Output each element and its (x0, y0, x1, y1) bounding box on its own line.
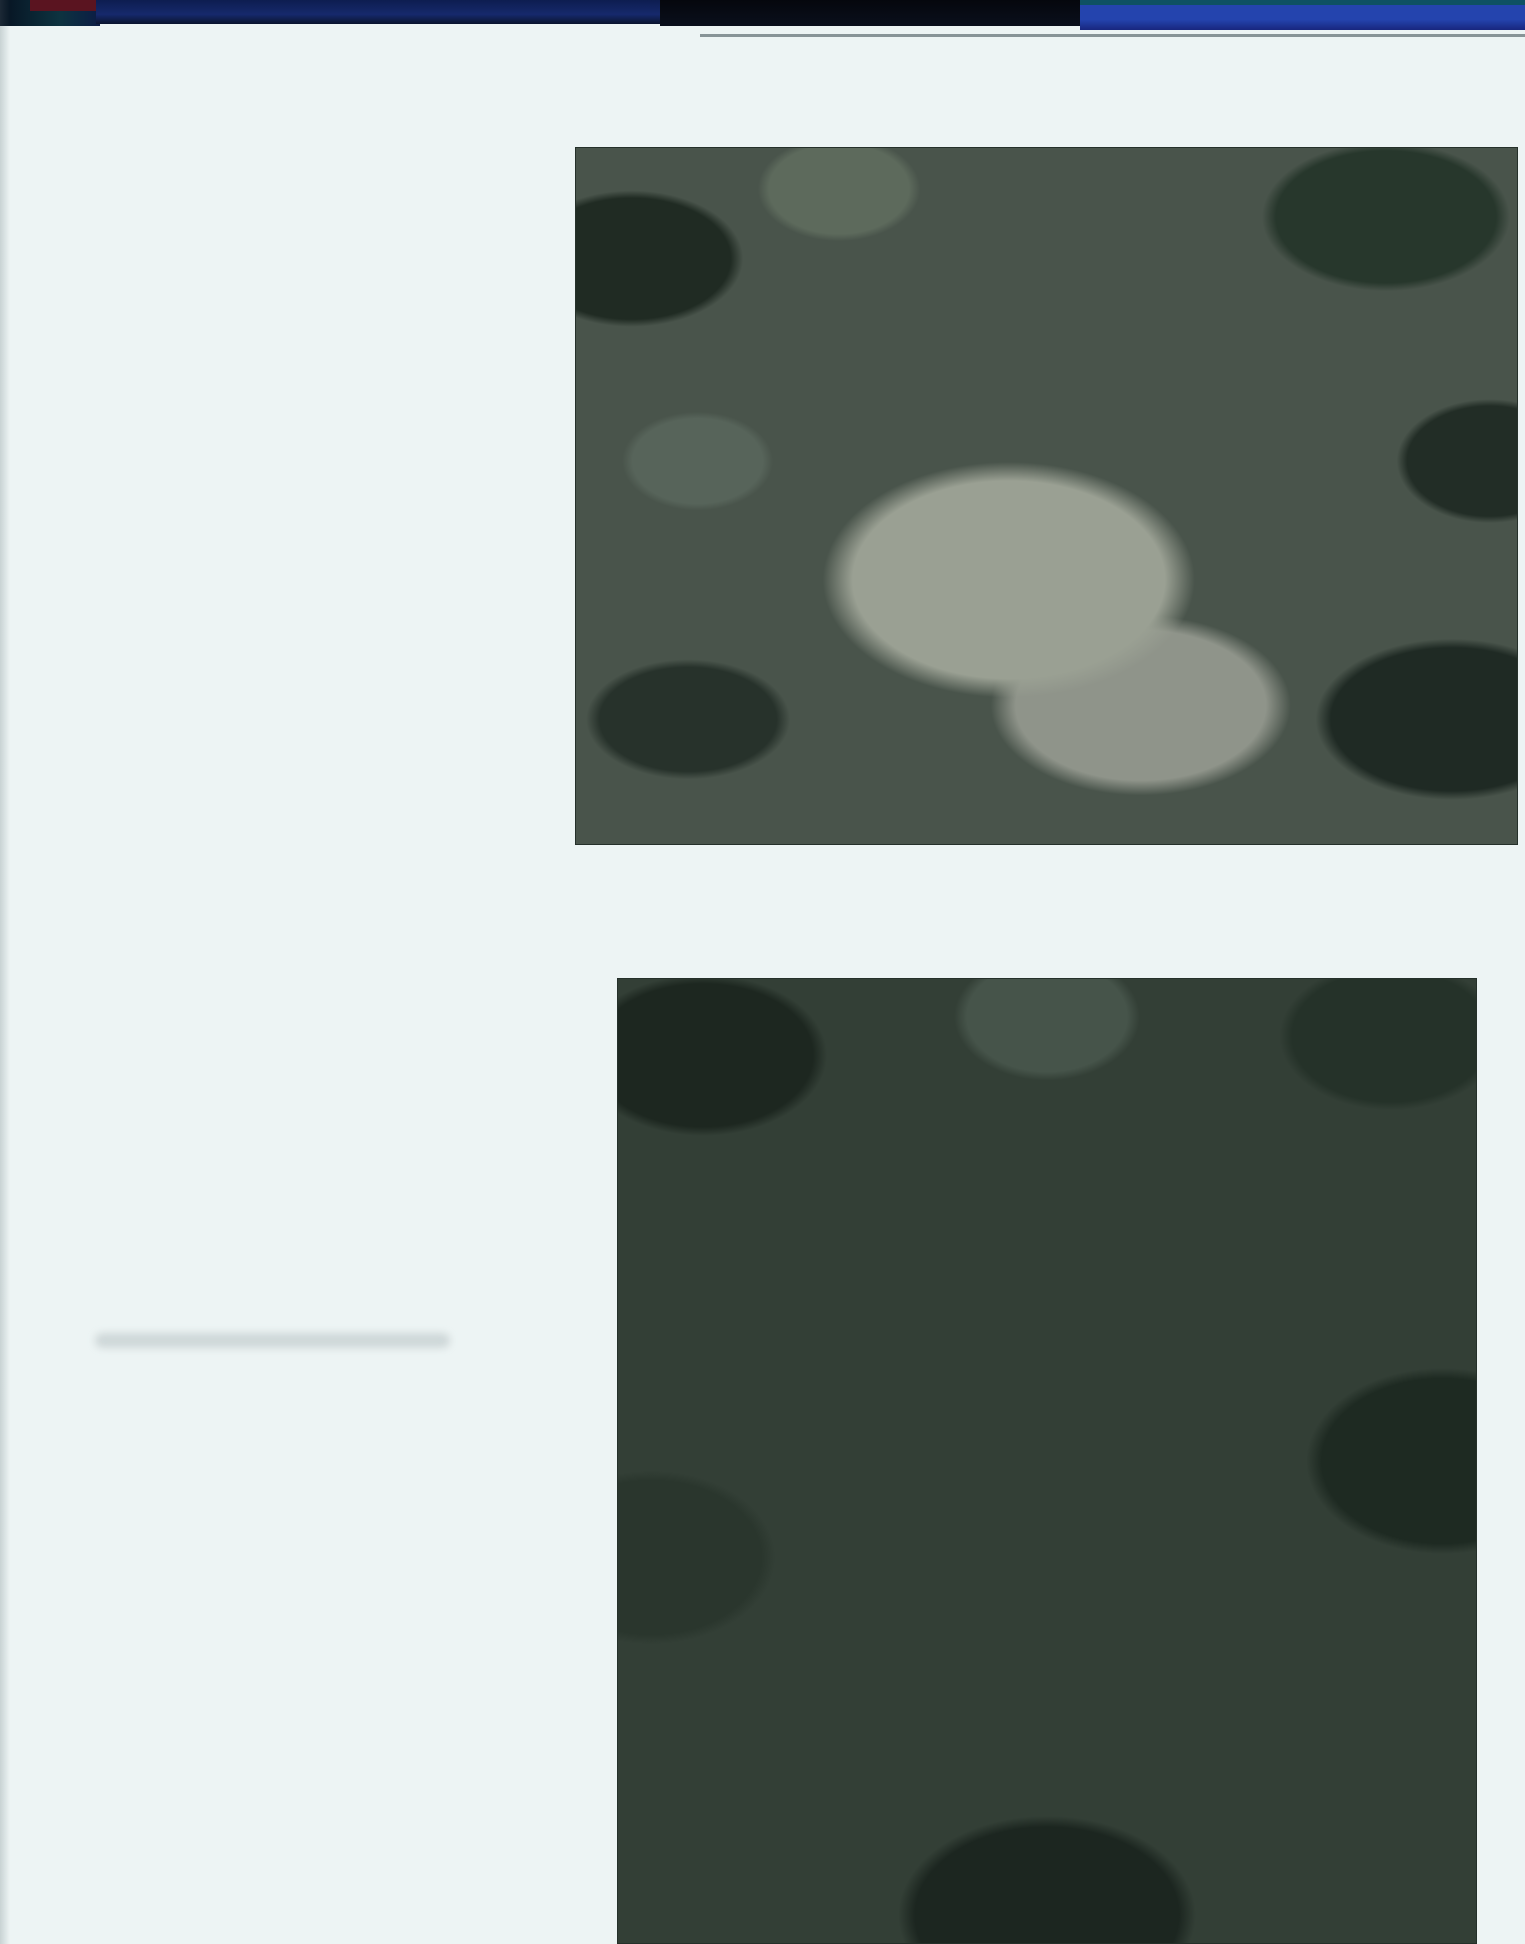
edge-segment-red (30, 0, 96, 11)
edge-segment-navy (96, 0, 662, 24)
edge-hairline (700, 34, 1525, 37)
page-left-shadow (0, 0, 10, 1944)
top-photo-shipping-box (575, 147, 1518, 845)
page-edge-decoration (0, 0, 1525, 40)
edge-segment-black (660, 0, 1082, 26)
bottom-photo-buckle-grid (617, 978, 1477, 1944)
edge-segment-blue (1080, 0, 1525, 30)
scan-bleed-artifact (95, 1333, 450, 1348)
